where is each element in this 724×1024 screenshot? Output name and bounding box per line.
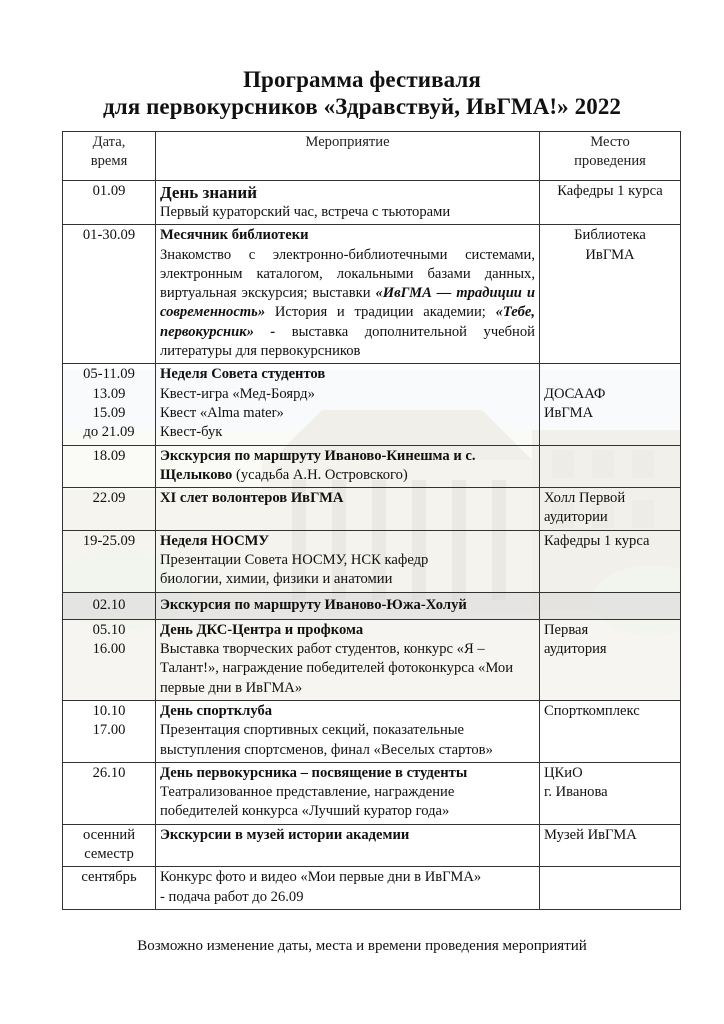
table-row (63, 488, 681, 531)
header-place-line1: Место (590, 134, 630, 150)
desc-part: Знакомство с электронно-библиотечными системами, электронным каталогом, локальными базами данных, виртуальная экскурсия; выставки (160, 246, 535, 302)
date-text: 05-11.09 (83, 366, 135, 383)
row-place (540, 867, 681, 910)
header-date-line2: время (90, 153, 128, 170)
table-row (63, 592, 681, 619)
date-text: 01.09 (92, 183, 126, 199)
row-event (156, 762, 540, 824)
event-desc: Презентации Совета НОСМУ, НСК кафедр биологии, химии, физики и анатомии (160, 552, 429, 588)
row-place (540, 700, 681, 762)
row-place (540, 181, 681, 225)
row-place (540, 445, 681, 488)
row-event (156, 445, 540, 488)
event-title-line (160, 447, 535, 486)
event-title: День ДКС-Центра и профкома (160, 621, 364, 638)
row-event (156, 530, 540, 592)
row-event (156, 488, 540, 531)
event-title: Экскурсия по маршруту Иваново-Кинешма и с. Щелыково (160, 447, 476, 483)
row-date (63, 700, 156, 762)
date-text: 19-25.09 (82, 532, 136, 549)
row-event (156, 700, 540, 762)
title-line-2: для первокурсников «Здравствуй, ИвГМА!» 2022 (102, 94, 622, 119)
event-item: Квест-игра «Мед-Боярд» (160, 385, 315, 402)
table-row (63, 824, 681, 867)
program-table (62, 131, 681, 910)
table-row (63, 445, 681, 488)
header-place-line2: проведения (574, 153, 646, 170)
event-item: Квест-бук (160, 424, 223, 441)
desc-part: История и традиции академии; (265, 304, 496, 321)
table-header-row (63, 132, 681, 181)
date-text: 15.09 (92, 404, 126, 421)
event-title: Экскурсии в музей истории академии (160, 826, 410, 843)
place-text: Спорткомплекс (544, 702, 640, 719)
event-title: XI слет волонтеров ИвГМА (160, 490, 344, 507)
row-event (156, 619, 540, 700)
event-desc: Выставка творческих работ студентов, конкурс «Я – Талант!», награждение победителей фотоконкурса «Мои первые дни в ИвГМА» (160, 641, 514, 696)
row-date (63, 530, 156, 592)
table-row (63, 867, 681, 910)
row-date (63, 225, 156, 364)
event-title: Месячник библиотеки (160, 227, 309, 244)
row-date (63, 445, 156, 488)
place-text: Холл Первой (544, 490, 626, 507)
event-desc: (усадьба А.Н. Островского) (232, 466, 408, 483)
row-place (540, 225, 681, 364)
place-text: Библиотека (574, 227, 646, 244)
date-text: 26.10 (92, 764, 126, 781)
desc-exhibit-1: «ИвГМА — традиции и современность» (160, 285, 535, 321)
row-date (63, 824, 156, 867)
table-row (63, 762, 681, 824)
place-text: г. Иванова (544, 784, 608, 801)
row-place (540, 619, 681, 700)
event-title: День первокурсника – посвящение в студенты (160, 764, 468, 781)
event-title: Неделя НОСМУ (160, 532, 270, 549)
date-text: 01-30.09 (82, 227, 136, 244)
place-text: ИвГМА (544, 404, 594, 421)
table-row (63, 700, 681, 762)
row-place (540, 530, 681, 592)
desc-exhibit-2: «Тебе, первокурсник» - (160, 304, 535, 340)
table-row (63, 181, 681, 225)
header-place (540, 132, 681, 181)
page-title (0, 66, 724, 120)
event-desc: Презентация спортивных секций, показательные выступления спортсменов, финал «Веселых стартов» (160, 722, 493, 758)
header-date-line1: Дата, (92, 134, 126, 150)
event-item: Квест «Alma mater» (160, 404, 284, 421)
row-date (63, 488, 156, 531)
place-text: ДОСААФ (544, 385, 606, 402)
date-text: 17.00 (92, 722, 126, 739)
header-date (63, 132, 156, 181)
table-row (63, 225, 681, 364)
table-row (63, 364, 681, 445)
date-text: 10.10 (92, 702, 126, 719)
row-place (540, 592, 681, 619)
date-text: 22.09 (92, 490, 126, 507)
row-place (540, 762, 681, 824)
row-event (156, 181, 540, 225)
row-place (540, 488, 681, 531)
row-date (63, 364, 156, 445)
footnote: Возможно изменение даты, места и времени проведения мероприятий (137, 938, 587, 954)
event-desc (160, 246, 535, 362)
place-text: ЦКиО (544, 764, 583, 781)
date-text: семестр (84, 846, 134, 863)
row-date (63, 762, 156, 824)
date-text: 02.10 (92, 596, 126, 613)
event-desc: Первый кураторский час, встреча с тьюторами (160, 204, 451, 220)
date-text: 16.00 (92, 641, 126, 658)
title-line-1: Программа фестиваля (243, 67, 481, 92)
date-text: осенний (82, 826, 136, 843)
place-text: аудитория (544, 641, 607, 658)
row-date (63, 181, 156, 225)
desc-part: выставка дополнительной учебной литературы для первокурсников (160, 323, 535, 360)
row-event (156, 364, 540, 445)
header-event-label: Мероприятие (305, 134, 390, 150)
row-event (156, 225, 540, 364)
event-desc: Конкурс фото и видео «Мои первые дни в ИвГМА» - подача работ до 26.09 (160, 869, 482, 905)
date-text: до 21.09 (83, 424, 135, 441)
date-text: 05.10 (92, 621, 126, 638)
table-row (63, 619, 681, 700)
place-text: Кафедры 1 курса (557, 183, 663, 199)
place-text: ИвГМА (585, 246, 635, 263)
date-text: 18.09 (92, 447, 126, 464)
row-date (63, 867, 156, 910)
header-event (156, 132, 540, 181)
row-place (540, 364, 681, 445)
place-text: Первая (544, 621, 589, 638)
event-title: Неделя Совета студентов (160, 366, 326, 383)
row-place (540, 824, 681, 867)
event-desc: Театрализованное представление, награждение победителей конкурса «Лучший куратор года» (160, 784, 455, 820)
row-date (63, 592, 156, 619)
date-text: сентябрь (81, 869, 137, 886)
row-date (63, 619, 156, 700)
row-event (156, 824, 540, 867)
date-text: 13.09 (92, 385, 126, 402)
event-title: Экскурсия по маршруту Иваново-Южа-Холуй (160, 596, 467, 613)
row-event (156, 867, 540, 910)
table-row (63, 530, 681, 592)
event-title: День знаний (160, 183, 257, 202)
place-text: Музей ИвГМА (544, 826, 637, 843)
row-event (156, 592, 540, 619)
place-text: Кафедры 1 курса (544, 532, 650, 549)
place-text: аудитории (544, 509, 608, 526)
event-title: День спортклуба (160, 702, 273, 719)
